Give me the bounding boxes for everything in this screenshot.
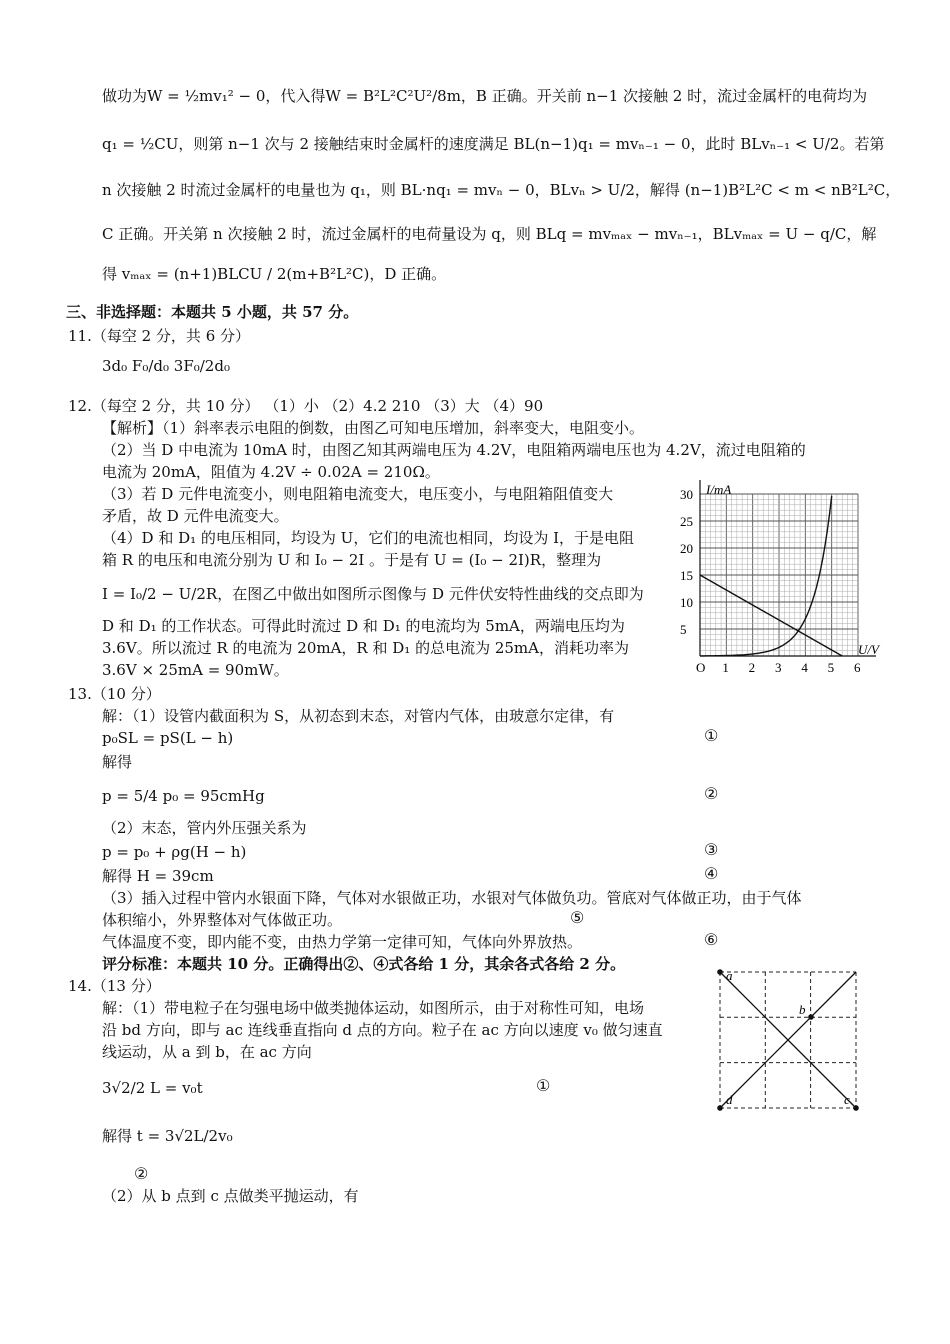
load-line (700, 575, 842, 656)
text-line: 解得 (102, 753, 133, 771)
x-tick-label: 1 (722, 660, 729, 675)
text-line: 体积缩小，外界整体对气体做正功。 (102, 911, 343, 929)
point-c (853, 1105, 859, 1111)
text-line: q₁ = ½CU，则第 n−1 次与 2 接触结束时金属杆的速度满足 BL(n−1)q₁ = mvₙ₋₁ − 0，此时 BLvₙ₋₁ < U/2。若第 (102, 135, 885, 153)
chart-series (700, 496, 842, 656)
x-tick-label: 5 (827, 660, 835, 675)
text-line: （2）从 b 点到 c 点做类平抛运动，有 (102, 1187, 359, 1205)
text-line: n 次接触 2 时流过金属杆的电量也为 q₁，则 BL·nq₁ = mvₙ − 0，BLvₙ > U/2，解得 (n−1)B²L²C < m < nB²L²C， (102, 181, 901, 199)
text-line: 解得 H = 39cm (102, 867, 214, 885)
equation-number: ① (704, 726, 719, 745)
text-line: p = p₀ + ρg(H − h) (102, 843, 247, 861)
chart-grid (700, 494, 858, 656)
y-tick-label: 5 (680, 622, 687, 637)
text-line: 箱 R 的电压和电流分别为 U 和 I₀ − 2I 。于是有 U = (I₀ − 2I)R，整理为 (102, 551, 602, 569)
point-a (717, 969, 723, 975)
text-line: 3.6V × 25mA = 90mW。 (102, 661, 289, 679)
point-d (717, 1105, 723, 1111)
x-tick-label: 3 (775, 660, 782, 675)
square-field-diagram (714, 966, 864, 1116)
x-tick-label: 4 (801, 660, 808, 675)
text-line: （2）末态，管内外压强关系为 (102, 819, 307, 837)
equation-number: ② (134, 1164, 149, 1183)
text-line: （4）D 和 D₁ 的电压相同，均设为 U，它们的电流也相同，均设为 I，于是电阻 (102, 529, 635, 547)
equation-number: ③ (704, 840, 719, 859)
text-line: （3）若 D 元件电流变小，则电阻箱电流变大，电压变小，与电阻箱阻值变大 (102, 485, 614, 503)
text-line: 12.（每空 2 分，共 10 分） （1）小 （2）4.2 210 （3）大 （4）90 (68, 397, 544, 415)
text-line: （3）插入过程中管内水银面下降，气体对水银做正功，水银对气体做负功。管底对气体做正功，由于气体 (102, 889, 802, 907)
text-line: p₀SL = pS(L − h) (102, 729, 234, 747)
y-tick-label: 30 (680, 487, 693, 502)
equation-number: ⑤ (570, 908, 585, 927)
y-tick-label: 25 (680, 514, 693, 529)
equation-number: ① (536, 1076, 551, 1095)
x-tick-label: 2 (748, 660, 756, 675)
iu-chart (672, 478, 890, 680)
y-axis-label: I/mA (706, 482, 732, 497)
text-line: 解：（1）设管内截面积为 S，从初态到末态，对管内气体，由玻意尔定律，有 (102, 707, 615, 725)
text-line: 3√2/2 L = v₀t (102, 1079, 203, 1097)
text-line: 三、非选择题：本题共 5 小题，共 57 分。 (66, 303, 359, 321)
label-d: d (726, 1092, 733, 1107)
text-line: 沿 bd 方向，即与 ac 连线垂直指向 d 点的方向。粒子在 ac 方向以速度 v₀ 做匀速直 (102, 1021, 663, 1039)
label-c: c (844, 1092, 850, 1107)
text-line: 3d₀ F₀/d₀ 3F₀/2d₀ (102, 357, 230, 375)
text-line: 线运动，从 a 到 b，在 ac 方向 (102, 1043, 312, 1061)
text-line: 得 vₘₐₓ = (n+1)BLCU / 2(m+B²L²C)，D 正确。 (102, 265, 447, 283)
text-line: 做功为W = ½mv₁² − 0，代入得W = B²L²C²U²/8m，B 正确。开关前 n−1 次接触 2 时，流过金属杆的电荷均为 (102, 87, 868, 105)
text-line: 电流为 20mA，阻值为 4.2V ÷ 0.02A = 210Ω。 (102, 463, 440, 481)
x-tick-label: 6 (854, 660, 861, 675)
text-line: 气体温度不变，即内能不变，由热力学第一定律可知，气体向外界放热。 (102, 933, 583, 951)
text-line: 矛盾，故 D 元件电流变大。 (102, 507, 289, 525)
equation-number: ② (704, 784, 719, 803)
diode-iv-curve (700, 496, 832, 656)
text-line: 14.（13 分） (68, 977, 161, 995)
text-line: 3.6V。所以流过 R 的电流为 20mA，R 和 D₁ 的总电流为 25mA，消耗功率为 (102, 639, 629, 657)
text-line: C 正确。开关第 n 次接触 2 时，流过金属杆的电荷量设为 q，则 BLq = mvₘₐₓ − mvₙ₋₁，BLvₘₐₓ = U − q/C，解 (102, 225, 877, 243)
x-axis-label: U/V (858, 642, 879, 657)
label-a: a (726, 968, 733, 983)
equation-number: ④ (704, 864, 719, 883)
text-line: 解：（1）带电粒子在匀强电场中做类抛体运动，如图所示，由于对称性可知，电场 (102, 999, 645, 1017)
y-tick-label: 10 (680, 595, 693, 610)
y-tick-label: 15 (680, 568, 693, 583)
text-line: 【解析】（1）斜率表示电阻的倒数，由图乙可知电压增加，斜率变大，电阻变小。 (102, 419, 645, 437)
text-line: 11.（每空 2 分，共 6 分） (68, 327, 251, 345)
text-line: p = 5/4 p₀ = 95cmHg (102, 787, 265, 805)
point-b (808, 1014, 814, 1020)
text-line: I = I₀/2 − U/2R，在图乙中做出如图所示图像与 D 元件伏安特性曲线的交点即为 (102, 585, 644, 603)
chart-ticks (680, 487, 861, 675)
y-tick-label: 20 (680, 541, 693, 556)
text-line: 解得 t = 3√2L/2v₀ (102, 1127, 233, 1145)
label-b: b (799, 1002, 806, 1017)
x-tick-label: O (696, 660, 706, 675)
text-line: （2）当 D 中电流为 10mA 时，由图乙知其两端电压为 4.2V，电阻箱两端电压也为 4.2V，流过电阻箱的 (102, 441, 806, 459)
text-line: 评分标准：本题共 10 分。正确得出②、④式各给 1 分，其余各式各给 2 分。 (102, 955, 626, 973)
text-line: 13.（10 分） (68, 685, 161, 703)
text-line: D 和 D₁ 的工作状态。可得此时流过 D 和 D₁ 的电流均为 5mA，两端电压均为 (102, 617, 625, 635)
equation-number: ⑥ (704, 930, 719, 949)
